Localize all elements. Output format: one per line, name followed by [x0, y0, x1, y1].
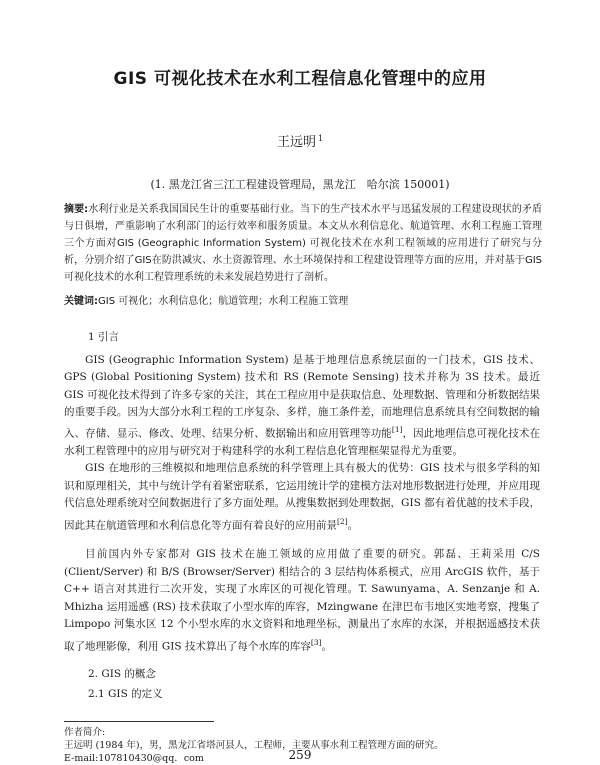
citation-ref: [1] [391, 425, 403, 435]
citation-ref: [2] [337, 516, 348, 526]
paragraph-text: GIS (Geographic Information System) 是基于地理信息系统层面的一门技术，GIS 技术、GPS (Global Positioning System) 技术和 RS (Remote Sensing) 技术并称为 3S 技术。最近 GIS 可视化技术得到了许多专家的关注，其在工程应用中是获取信息、处理数据、管理和分析数据结果的重要手段。因为大部分水利工程的工序复杂、多样，施工条件差，而地理信息系统具有空间数据的输入、存储、显示、修改、处理、结果分析、数据输出和应用管理等功能 [64, 354, 540, 440]
citation-ref: [3] [310, 637, 322, 647]
intro-paragraph-1 [64, 352, 540, 460]
keywords-label: 关键词: [64, 296, 98, 307]
keywords [64, 294, 542, 309]
paper-title: GIS 可视化技术在水利工程信息化管理中的应用 [113, 69, 487, 89]
abstract [64, 201, 542, 286]
footnote-divider [64, 721, 214, 722]
section-1-heading: 1 引言 [88, 331, 120, 343]
intro-paragraph-3 [64, 546, 540, 656]
author-name: 王远明 [276, 135, 316, 150]
paragraph-text: 目前国内外专家都对 GIS 技术在施工领域的应用做了重要的研究。郭磊、王莉采用 C/S (Client/Server) 和 B/S (Browser/Server) 相结合的 3 层结构体系模式，应用 ArcGIS 软件，基于 C++ 语言对其进行二次开发，实现了水库区的可视化管理。T. Sawunyama、A. Senzanje 和 A. Mhizha 运用遥感 (RS) 技术获取了小型水库的库容，Mzingwane 在津巴布韦地区实地考察，搜集了 Limpopo 河集水区 12 个小型水库的水文资料和地理坐标，测量出了水库的水深，并根据遥感技术获取了地理影像，利用 GIS 技术算出了每个水库的库容 [64, 548, 540, 653]
paragraph-text: 。 [321, 640, 333, 653]
paragraph-text: GIS 在地形的三维模拟和地理信息系统的科学管理上具有极大的优势：GIS 技术与很多学科的知识和原理相关，其中与统计学有着紧密联系，它运用统计学的建模方法对地形数据进行处理，并应用现代信息处理系统对空间数据进行了多方面处理。从搜集数据到处理数据，GIS 都有着优越的技术手段，因此其在航道管理和水利信息化等方面有着良好的应用前景 [64, 462, 540, 532]
keywords-text: GIS 可视化；水利信息化；航道管理；水利工程施工管理 [98, 296, 349, 307]
paragraph-text: 。 [347, 519, 359, 532]
footnote-email: E-mail:107810430@qq．com [64, 753, 204, 764]
author-affiliation: (1. 黑龙江省三江工程建设管理局，黑龙江 哈尔滨 150001) [150, 178, 450, 191]
abstract-text: 水利行业是关系我国国民生计的重要基础行业。当下的生产技术水平与迅猛发展的工程建设现状的矛盾与日俱增，严重影响了水利部门的运行效率和服务质量。本文从水利信息化、航道管理、水利工程施工管理三个方面对GIS (Geographic Information System) 可视化技术在水利工程领域的应用进行了研究与分析，分别介绍了GIS在防洪减灾、水土资源管理、水土环境保持和工程建设管理等方面的应用，并对基于GIS可视化技术的水利工程管理系统的未来发展趋势进行了剖析。 [64, 204, 543, 283]
intro-paragraph-2 [64, 460, 540, 535]
author-line [0, 131, 600, 150]
section-2-1-heading: 2.1 GIS 的定义 [88, 688, 163, 700]
paragraph-text: ，因此地理信息可视化技术在水利工程管理中的应用与研究对于构建科学的水利工程信息化管理框架显得尤为重要。 [64, 427, 541, 457]
footnote-bio: 王远明 (1984 年)，男，黑龙江省塔河县人，工程师，主要从事水利工程管理方面的研究。 [64, 740, 444, 751]
footnote-label: 作者简介: [64, 727, 106, 738]
author-marker: 1 [317, 133, 324, 143]
page-number: 259 [288, 748, 312, 762]
abstract-label: 摘要: [64, 204, 89, 215]
section-2-heading: 2. GIS 的概念 [88, 668, 156, 680]
